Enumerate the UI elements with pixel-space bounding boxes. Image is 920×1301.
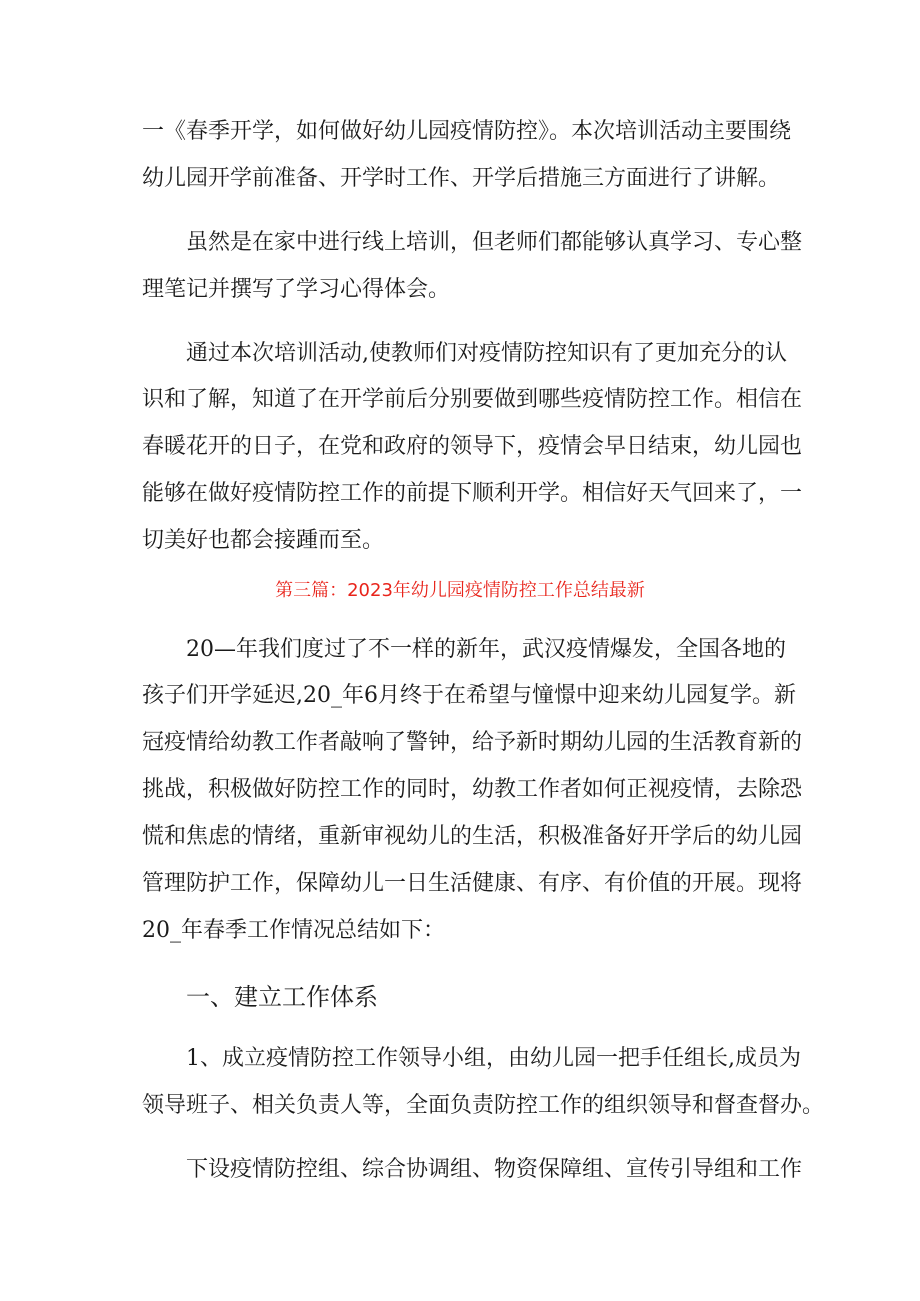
paragraph-6-line-1: 下设疫情防控组、综合协调组、物资保障组、宣传引导组和工作 <box>186 1157 803 1182</box>
paragraph-4-line-6: 管理防护工作，保障幼儿一日生活健康、有序、有价值的开展。现将 <box>142 871 803 896</box>
paragraph-3-line-4: 能够在做好疫情防控工作的前提下顺利开学。相信好天气回来了，一 <box>142 481 803 506</box>
paragraph-5-line-1: 1、成立疫情防控工作领导小组，由幼儿园一把手任组长,成员为 <box>186 1046 801 1071</box>
paragraph-2-line-2: 理笔记并撰写了学习心得体会。 <box>142 277 451 302</box>
paragraph-3-line-1: 通过本次培训活动,使教师们对疫情防控知识有了更加充分的认 <box>186 341 787 366</box>
section-heading: 第三篇：2023年幼儿园疫情防控工作总结最新 <box>275 580 645 601</box>
paragraph-3-line-5: 切美好也都会接踵而至。 <box>142 528 385 553</box>
paragraph-4-line-3: 冠疫情给幼教工作者敲响了警钟，给予新时期幼儿园的生活教育新的 <box>142 730 803 755</box>
paragraph-4-line-1: 20—年我们度过了不一样的新年，武汉疫情爆发，全国各地的 <box>186 637 786 662</box>
paragraph-2-line-1: 虽然是在家中进行线上培训，但老师们都能够认真学习、专心整 <box>186 230 803 255</box>
paragraph-1-line-2: 幼儿园开学前准备、开学时工作、开学后措施三方面进行了讲解。 <box>142 166 781 191</box>
paragraph-5-line-2: 领导班子、相关负责人等，全面负责防控工作的组织领导和督查督办。 <box>142 1093 825 1118</box>
paragraph-4-line-4: 挑战，积极做好防控工作的同时，幼教工作者如何正视疫情，去除恐 <box>142 777 803 802</box>
paragraph-1-line-1: 一《春季开学，如何做好幼儿园疫情防控》。本次培训活动主要围绕 <box>142 119 792 144</box>
paragraph-3-line-2: 识和了解，知道了在开学前后分别要做到哪些疫情防控工作。相信在 <box>142 387 803 412</box>
paragraph-4-line-2: 孩子们开学延迟,20_年6月终于在希望与憧憬中迎来幼儿园复学。新 <box>142 683 796 708</box>
paragraph-4-line-5: 慌和焦虑的情绪，重新审视幼儿的生活，积极准备好开学后的幼儿园 <box>142 824 803 849</box>
subsection-title: 一、建立工作体系 <box>186 983 378 1011</box>
paragraph-4-line-7: 20_年春季工作情况总结如下： <box>142 918 445 943</box>
paragraph-3-line-3: 春暖花开的日子，在党和政府的领导下，疫情会早日结束，幼儿园也 <box>142 434 803 459</box>
